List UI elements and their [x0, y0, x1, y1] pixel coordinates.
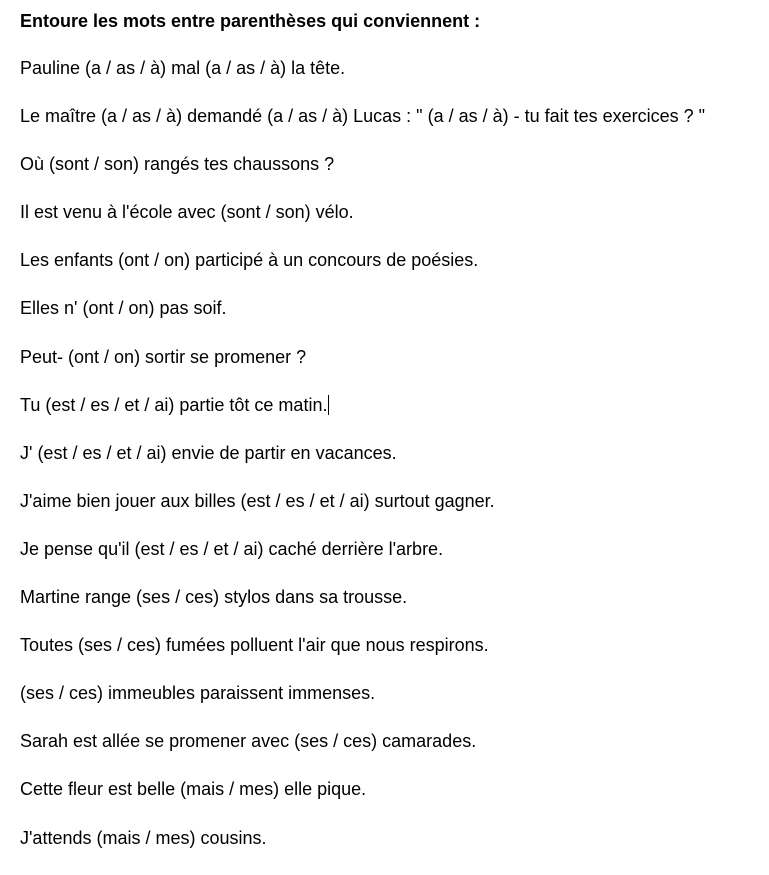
sentence-line[interactable]: J'attends (mais / mes) cousins. — [20, 827, 267, 848]
sentence-line[interactable]: Où (sont / son) rangés tes chaussons ? — [20, 154, 335, 175]
sentence-line[interactable]: Toutes (ses / ces) fumées polluent l'air que nous respirons. — [20, 635, 489, 656]
sentence-line[interactable]: Il est venu à l'école avec (sont / son) vélo. — [20, 202, 354, 223]
sentence-line[interactable]: Les enfants (ont / on) participé à un concours de poésies. — [20, 250, 479, 271]
sentence-line[interactable]: Cette fleur est belle (mais / mes) elle pique. — [20, 779, 367, 800]
sentence-line[interactable]: Le maître (a / as / à) demandé (a / as / à) Lucas : " (a / as / à) - tu fait tes exercices ? " — [20, 106, 706, 127]
sentence-line[interactable]: Elles n' (ont / on) pas soif. — [20, 298, 227, 319]
sentence-line[interactable]: J' (est / es / et / ai) envie de partir en vacances. — [20, 442, 397, 463]
text-cursor — [328, 395, 329, 415]
sentence-line[interactable]: Pauline (a / as / à) mal (a / as / à) la tête. — [20, 58, 346, 78]
sentence-line[interactable]: Tu (est / es / et / ai) partie tôt ce matin. — [20, 394, 328, 415]
sentence-line[interactable]: Sarah est allée se promener avec (ses / ces) camarades. — [20, 731, 477, 752]
sentence-list — [20, 56, 705, 874]
exercise-instruction: Entoure les mots entre parenthèses qui conviennent : — [20, 11, 481, 31]
sentence-line[interactable]: Martine range (ses / ces) stylos dans sa trousse. — [20, 587, 408, 608]
sentence-line[interactable]: Peut- (ont / on) sortir se promener ? — [20, 346, 307, 367]
sentence-line[interactable]: Je pense qu'il (est / es / et / ai) caché derrière l'arbre. — [20, 538, 444, 559]
sentence-line[interactable]: J'aime bien jouer aux billes (est / es / et / ai) surtout gagner. — [20, 490, 495, 511]
sentence-line[interactable]: (ses / ces) immeubles paraissent immenses. — [20, 683, 376, 704]
